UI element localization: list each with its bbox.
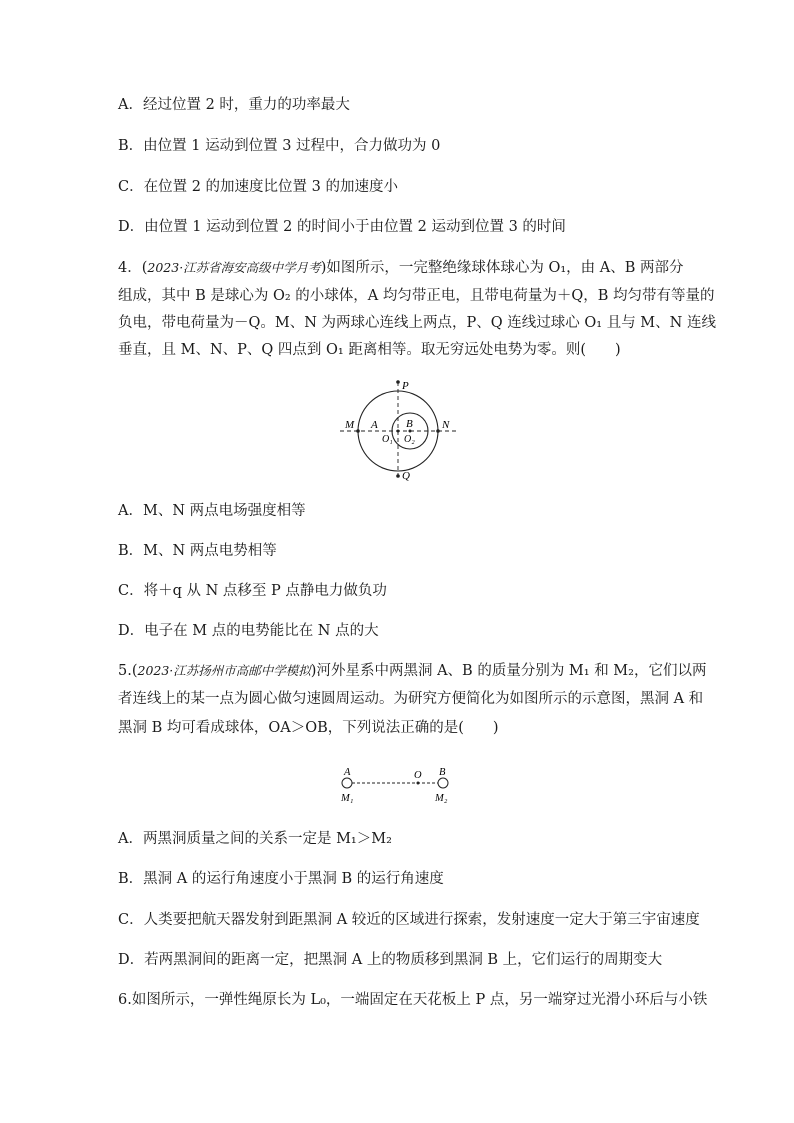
q4-stem-line-4: 垂直，且 M、N、P、Q 四点到 O₁ 距离相等。取无穷远处电势为零。则( ) — [118, 342, 621, 358]
q5-stem-line-2: 者连线上的某一点为圆心做匀速圆周运动。为研究方便简化为如图所示的示意图，黑洞 A 和 — [118, 691, 704, 707]
q4-label-n: N — [442, 419, 450, 431]
q5-option-b: B．黑洞 A 的运行角速度小于黑洞 B 的运行角速度 — [118, 871, 444, 887]
q4-label-b: B — [406, 418, 413, 430]
q5-stem-line-1: 5.(2023·江苏扬州市高邮中学模拟)河外星系中两黑洞 A、B 的质量分别为 M₁ 和 M₂，它们以两 — [118, 663, 707, 679]
q4-option-c: C．将＋q 从 N 点移至 P 点静电力做负功 — [118, 583, 387, 599]
q4-label-o1: O₁ — [382, 434, 393, 445]
q5-label-m2: M₂ — [435, 793, 448, 804]
q5-option-a: A．两黑洞质量之间的关系一定是 M₁＞M₂ — [118, 831, 392, 847]
q5-figure-black-holes — [338, 764, 458, 806]
q5-label-b: B — [439, 767, 446, 778]
q4-point-n — [436, 429, 440, 433]
q4-stem-text-1: 如图所示，一完整绝缘球体球心为 O₁，由 A、B 两部分 — [326, 260, 684, 276]
q4-number: 4．( — [118, 260, 148, 276]
q4-label-o2: O₂ — [404, 434, 415, 445]
q5-center-o — [417, 782, 420, 785]
q4-option-d: D．电子在 M 点的电势能比在 N 点的大 — [118, 623, 379, 639]
q4-option-b: B．M、N 两点电势相等 — [118, 543, 277, 559]
q5-label-o: O — [414, 770, 422, 781]
q5-label-m1: M₁ — [341, 793, 354, 804]
q4-option-a: A．M、N 两点电场强度相等 — [118, 503, 306, 519]
q4-stem-line-1: 4．(2023·江苏省海安高级中学月考)如图所示，一完整绝缘球体球心为 O₁，由 A、B 两部分 — [118, 260, 684, 276]
q4-point-o1 — [397, 430, 400, 433]
q4-stem-line-2: 组成，其中 B 是球心为 O₂ 的小球体，A 均匀带正电，且带电荷量为＋Q，B 均匀带有等量的 — [118, 288, 715, 304]
q4-point-q — [396, 474, 400, 478]
q5-stem-line-3: 黑洞 B 均可看成球体，OA＞OB，下列说法正确的是( ) — [118, 720, 499, 736]
q4-label-q: Q — [402, 470, 410, 482]
q3-option-b: B．由位置 1 运动到位置 3 过程中，合力做功为 0 — [118, 138, 441, 154]
q4-label-a: A — [371, 419, 378, 431]
q5-option-d: D．若两黑洞间的距离一定，把黑洞 A 上的物质移到黑洞 B 上，它们运行的周期变大 — [118, 952, 663, 968]
q4-label-p: P — [402, 380, 409, 392]
q3-option-c: C．在位置 2 的加速度比位置 3 的加速度小 — [118, 179, 398, 195]
q3-option-d: D．由位置 1 运动到位置 2 的时间小于由位置 2 运动到位置 3 的时间 — [118, 219, 566, 235]
q5-number: 5.( — [118, 663, 138, 679]
q4-point-p — [396, 380, 400, 384]
q6-stem-line-1: 6.如图所示，一弹性绳原长为 L₀，一端固定在天花板上 P 点，另一端穿过光滑小环后与小铁 — [118, 992, 708, 1008]
q4-point-m — [356, 429, 360, 433]
q4-stem-line-3: 负电，带电荷量为－Q。M、N 为两球心连线上两点，P、Q 连线过球心 O₁ 且与 M、N 连线 — [118, 315, 716, 331]
q4-label-m: M — [345, 419, 355, 431]
q5-source: 2023·江苏扬州市高邮中学模拟 — [137, 663, 311, 678]
q5-option-c: C．人类要把航天器发射到距黑洞 A 较近的区域进行探索，发射速度一定大于第三宇宙速度 — [118, 912, 700, 928]
q5-stem-text-1: 河外星系中两黑洞 A、B 的质量分别为 M₁ 和 M₂，它们以两 — [316, 663, 707, 679]
q3-option-a: A．经过位置 2 时，重力的功率最大 — [118, 97, 350, 113]
q5-black-hole-b — [438, 778, 448, 788]
q4-figure-sphere — [340, 378, 460, 482]
q5-label-a: A — [344, 767, 351, 778]
q5-black-hole-a — [342, 778, 352, 788]
q4-source: 2023·江苏省海安高级中学月考 — [147, 260, 321, 275]
